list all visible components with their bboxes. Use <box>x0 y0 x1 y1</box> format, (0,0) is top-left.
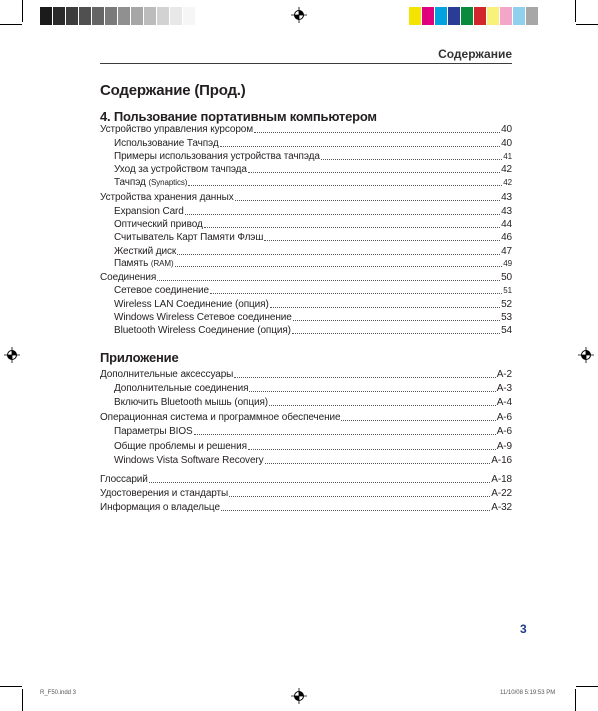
appendix-toc-entry[interactable] <box>114 455 512 467</box>
toc-entry-label: Соединения <box>100 272 157 283</box>
toc-entry-page: 44 <box>501 219 512 230</box>
chapter-4-toc-entry[interactable] <box>114 246 512 258</box>
dot-leader <box>185 214 500 215</box>
dot-leader <box>220 146 500 147</box>
toc-entry-page: 43 <box>501 192 512 203</box>
toc-entry-page: 40 <box>501 138 512 149</box>
toc-entry-page: A-18 <box>491 474 512 485</box>
grayscale-color-bar <box>40 7 196 25</box>
crop-mark <box>575 689 576 711</box>
toc-entry-page: 49 <box>503 259 512 268</box>
dot-leader <box>221 510 490 511</box>
dot-leader <box>269 405 496 406</box>
toc-entry-label: Дополнительные соединения <box>114 383 249 394</box>
color-swatch <box>157 7 170 25</box>
toc-entry-page: 41 <box>503 152 512 161</box>
toc-entry-label: Windows Wireless Сетевое соединение <box>114 312 292 323</box>
page-title: Содержание (Прод.) <box>100 82 246 99</box>
color-swatch <box>526 7 539 25</box>
toc-entry-page: 52 <box>501 299 512 310</box>
chapter-4-toc-entry[interactable] <box>114 177 512 189</box>
color-swatch <box>474 7 487 25</box>
appendix-toc-entry[interactable] <box>114 397 512 409</box>
toc-entry-page: A-9 <box>496 441 512 452</box>
toc-entry-page: 40 <box>501 124 512 135</box>
color-swatch <box>131 7 144 25</box>
crop-mark <box>0 24 22 25</box>
chapter-4-toc-entry[interactable] <box>114 164 512 176</box>
toc-entry-label: Windows Vista Software Recovery <box>114 455 264 466</box>
chapter-4-toc-entry[interactable] <box>114 325 512 337</box>
toc-entry-page: A-16 <box>491 455 512 466</box>
toc-entry-label: Включить Bluetooth мышь (опция) <box>114 397 269 408</box>
registration-mark-icon <box>4 347 20 363</box>
toc-entry-label: Общие проблемы и решения <box>114 441 247 452</box>
toc-entry-label: Expansion Card <box>114 206 184 217</box>
toc-entry-label: Жесткий диск <box>114 246 177 257</box>
appendix-toc-entry[interactable] <box>100 488 512 500</box>
registration-mark-icon <box>578 347 594 363</box>
dot-leader <box>249 391 495 392</box>
toc-entry-label: Память (RAM) <box>114 258 174 269</box>
appendix-toc-entry[interactable] <box>100 412 512 424</box>
chapter-4-title: 4. Пользование портативным компьютером <box>100 109 377 124</box>
color-swatch <box>409 7 422 25</box>
header-rule <box>100 63 512 64</box>
appendix-toc-entry[interactable] <box>114 426 512 438</box>
color-swatch <box>66 7 79 25</box>
color-swatch <box>53 7 66 25</box>
dot-leader <box>341 420 495 421</box>
chapter-4-toc-entry[interactable] <box>114 138 512 150</box>
dot-leader <box>204 227 500 228</box>
registration-mark-icon <box>291 688 307 704</box>
toc-entry-label: Считыватель Карт Памяти Флэш <box>114 232 264 243</box>
color-swatch <box>487 7 500 25</box>
crop-mark <box>576 24 598 25</box>
toc-entry-page: A-32 <box>491 502 512 513</box>
chapter-4-toc-entry[interactable] <box>100 192 512 204</box>
toc-entry-page: A-2 <box>496 369 512 380</box>
toc-entry-label: Параметры BIOS <box>114 426 193 437</box>
toc-entry-label: Устройство управления курсором <box>100 124 254 135</box>
color-swatch <box>118 7 131 25</box>
toc-entry-label: Примеры использования устройства тачпэда <box>114 151 320 162</box>
appendix-toc-entry[interactable] <box>100 474 512 486</box>
dot-leader <box>293 320 500 321</box>
toc-entry-page: 46 <box>501 232 512 243</box>
cmyk-color-bar <box>409 7 539 25</box>
toc-entry-label: Устройства хранения данных <box>100 192 234 203</box>
toc-entry-label: Использование Тачпэд <box>114 138 219 149</box>
color-swatch <box>183 7 196 25</box>
chapter-4-toc-entry[interactable] <box>114 258 512 270</box>
dot-leader <box>175 266 503 267</box>
color-swatch <box>170 7 183 25</box>
chapter-4-toc-entry[interactable] <box>114 219 512 231</box>
toc-entry-page: 42 <box>503 178 512 187</box>
crop-mark <box>22 689 23 711</box>
toc-entry-label: Удостоверения и стандарты <box>100 488 229 499</box>
color-swatch <box>500 7 513 25</box>
color-swatch <box>144 7 157 25</box>
dot-leader <box>248 449 496 450</box>
registration-mark-icon <box>291 7 307 23</box>
chapter-4-toc-entry[interactable] <box>114 151 512 163</box>
appendix-title: Приложение <box>100 350 179 365</box>
toc-entry-page: 53 <box>501 312 512 323</box>
date-slug: 11/10/08 5:19:53 PM <box>500 690 556 696</box>
chapter-4-toc-entry[interactable] <box>114 299 512 311</box>
toc-entry-page: A-3 <box>496 383 512 394</box>
chapter-4-toc-entry[interactable] <box>114 285 512 297</box>
dot-leader <box>194 434 496 435</box>
color-swatch <box>79 7 92 25</box>
chapter-4-toc-entry[interactable] <box>114 312 512 324</box>
dot-leader <box>188 185 502 186</box>
appendix-toc-entry[interactable] <box>114 383 512 395</box>
toc-entry-label: Bluetooth Wireless Соединение (опция) <box>114 325 291 336</box>
color-swatch <box>40 7 53 25</box>
crop-mark <box>575 0 576 22</box>
appendix-toc-entry[interactable] <box>100 369 512 381</box>
color-swatch <box>435 7 448 25</box>
toc-entry-label: Дополнительные аксессуары <box>100 369 234 380</box>
appendix-toc-entry[interactable] <box>114 441 512 453</box>
toc-entry-label: Сетевое соединение <box>114 285 209 296</box>
dot-leader <box>254 132 500 133</box>
crop-mark <box>22 0 23 22</box>
crop-mark <box>0 686 22 687</box>
toc-entry-label: Операционная система и программное обеспечение <box>100 412 341 423</box>
toc-entry-page: A-4 <box>496 397 512 408</box>
toc-entry-page: 50 <box>501 272 512 283</box>
crop-mark <box>576 686 598 687</box>
dot-leader <box>265 463 491 464</box>
toc-entry-page: 42 <box>501 164 512 175</box>
page-number: 3 <box>520 622 527 636</box>
dot-leader <box>235 200 500 201</box>
dot-leader <box>210 293 502 294</box>
running-header: Содержание <box>438 47 512 61</box>
toc-entry-page: A-22 <box>491 488 512 499</box>
dot-leader <box>234 377 495 378</box>
chapter-4-toc-entry[interactable] <box>100 124 512 136</box>
color-swatch <box>105 7 118 25</box>
toc-entry-page: A-6 <box>496 426 512 437</box>
toc-entry-label: Информация о владельце <box>100 502 220 513</box>
toc-entry-label: Глоссарий <box>100 474 148 485</box>
toc-entry-page: 43 <box>501 206 512 217</box>
dot-leader <box>229 496 490 497</box>
toc-entry-page: A-6 <box>496 412 512 423</box>
dot-leader <box>157 280 500 281</box>
dot-leader <box>149 482 491 483</box>
toc-entry-page: 54 <box>501 325 512 336</box>
dot-leader <box>292 333 500 334</box>
color-swatch <box>92 7 105 25</box>
toc-entry-label: Тачпэд (Synaptics) <box>114 177 188 188</box>
toc-entry-label: Уход за устройством тачпэда <box>114 164 247 175</box>
appendix-toc-entry[interactable] <box>100 502 512 514</box>
chapter-4-toc-entry[interactable] <box>100 272 512 284</box>
dot-leader <box>321 159 503 160</box>
color-swatch <box>448 7 461 25</box>
chapter-4-toc-entry[interactable] <box>114 232 512 244</box>
dot-leader <box>177 254 500 255</box>
color-swatch <box>422 7 435 25</box>
dot-leader <box>248 172 500 173</box>
chapter-4-toc-entry[interactable] <box>114 206 512 218</box>
color-swatch <box>461 7 474 25</box>
dot-leader <box>264 240 500 241</box>
toc-entry-page: 47 <box>501 246 512 257</box>
toc-entry-label: Wireless LAN Соединение (опция) <box>114 299 269 310</box>
dot-leader <box>270 307 500 308</box>
color-swatch <box>513 7 526 25</box>
file-slug: R_F50.indd 3 <box>40 690 77 696</box>
toc-entry-page: 51 <box>503 286 512 295</box>
toc-entry-label: Оптический привод <box>114 219 203 230</box>
